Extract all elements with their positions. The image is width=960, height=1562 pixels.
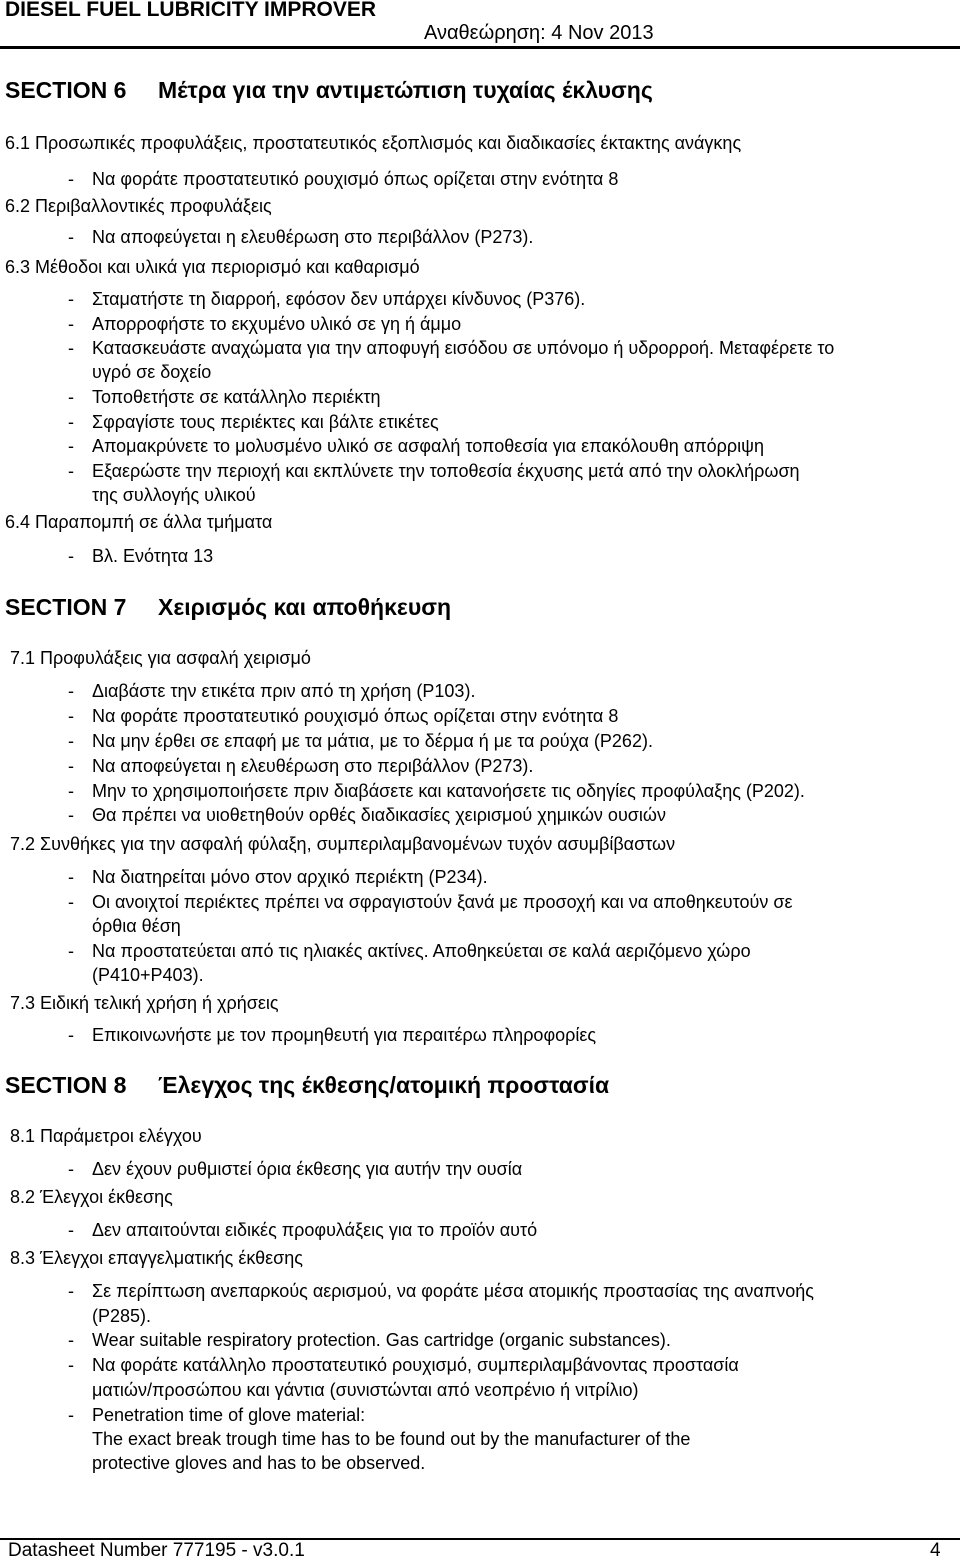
revision-date: Αναθεώρηση: 4 Nov 2013 <box>424 22 654 44</box>
page-number: 4 <box>930 1540 941 1561</box>
list-bullet: - <box>68 1330 74 1350</box>
list-bullet: - <box>68 338 74 358</box>
list-bullet: - <box>68 941 74 961</box>
section-8-number: SECTION 8 <box>5 1072 127 1098</box>
section-8-title: Έλεγχος της έκθεσης/ατομική προστασία <box>158 1072 610 1098</box>
subsection-6-3-heading: 6.3 Μέθοδοι και υλικά για περιορισμό και καθαρισμό <box>5 257 420 277</box>
list-item: Διαβάστε την ετικέτα πριν από τη χρήση (P103). <box>92 681 476 701</box>
subsection-8-3-heading: 8.3 Έλεγχοι επαγγελματικής έκθεσης <box>10 1248 303 1268</box>
list-bullet: - <box>68 169 74 189</box>
list-item: Θα πρέπει να υιοθετηθούν ορθές διαδικασίες χειρισμού χημικών ουσιών <box>92 805 666 825</box>
list-bullet: - <box>68 781 74 801</box>
list-bullet: - <box>68 436 74 456</box>
product-name: DIESEL FUEL LUBRICITY IMPROVER <box>5 0 377 21</box>
list-bullet: - <box>68 867 74 887</box>
list-bullet: - <box>68 227 74 247</box>
subsection-6-4-heading: 6.4 Παραπομπή σε άλλα τμήματα <box>5 512 273 532</box>
list-item: Να αποφεύγεται η ελευθέρωση στο περιβάλλον (P273). <box>92 756 534 776</box>
list-bullet: - <box>68 1281 74 1301</box>
list-item: Σε περίπτωση ανεπαρκούς αερισμού, να φοράτε μέσα ατομικής προστασίας της αναπνοής <box>92 1281 814 1301</box>
subsection-6-2-heading: 6.2 Περιβαλλοντικές προφυλάξεις <box>5 196 272 216</box>
list-bullet: - <box>68 756 74 776</box>
list-item: Βλ. Ενότητα 13 <box>92 546 214 566</box>
section-6-title: Μέτρα για την αντιμετώπιση τυχαίας έκλυσης <box>158 77 653 103</box>
list-bullet: - <box>68 805 74 825</box>
subsection-8-2-heading: 8.2 Έλεγχοι έκθεσης <box>10 1187 173 1207</box>
list-item: Να διατηρείται μόνο στον αρχικό περιέκτη (P234). <box>92 867 488 887</box>
list-item: Wear suitable respiratory protection. Gas cartridge (organic substances). <box>92 1330 671 1350</box>
list-item: Δεν απαιτούνται ειδικές προφυλάξεις για το προϊόν αυτό <box>92 1220 538 1240</box>
list-bullet: - <box>68 681 74 701</box>
list-bullet: - <box>68 1355 74 1375</box>
subsection-7-1-heading: 7.1 Προφυλάξεις για ασφαλή χειρισμό <box>10 648 311 668</box>
list-item-continuation: υγρό σε δοχείο <box>92 362 212 382</box>
list-bullet: - <box>68 461 74 481</box>
list-item: Απορροφήστε το εκχυμένο υλικό σε γη ή άμμο <box>92 314 462 334</box>
list-bullet: - <box>68 546 74 566</box>
datasheet-number: Datasheet Number 777195 - v3.0.1 <box>8 1540 305 1561</box>
list-bullet: - <box>68 706 74 726</box>
list-item: Να αποφεύγεται η ελευθέρωση στο περιβάλλον (P273). <box>92 227 534 247</box>
list-item-continuation: protective gloves and has to be observed. <box>92 1453 426 1473</box>
list-item: Σφραγίστε τους περιέκτες και βάλτε ετικέτες <box>92 412 439 432</box>
list-item-continuation: της συλλογής υλικού <box>92 485 256 505</box>
section-7-title: Χειρισμός και αποθήκευση <box>158 594 452 620</box>
list-item: Penetration time of glove material: <box>92 1405 366 1425</box>
list-item-continuation: (P285). <box>92 1306 152 1326</box>
list-bullet: - <box>68 1405 74 1425</box>
list-bullet: - <box>68 289 74 309</box>
list-item: Να φοράτε κατάλληλο προστατευτικό ρουχισμό, συμπεριλαμβάνοντας προστασία <box>92 1355 739 1375</box>
list-item-continuation: όρθια θέση <box>92 916 181 936</box>
list-bullet: - <box>68 412 74 432</box>
subsection-7-2-heading: 7.2 Συνθήκες για την ασφαλή φύλαξη, συμπεριλαμβανομένων τυχόν ασυμβίβαστων <box>10 834 676 854</box>
list-bullet: - <box>68 1025 74 1045</box>
list-item-continuation: (P410+P403). <box>92 965 204 985</box>
list-bullet: - <box>68 387 74 407</box>
list-item: Να μην έρθει σε επαφή με τα μάτια, με το δέρμα ή με τα ρούχα (P262). <box>92 731 653 751</box>
list-item: Δεν έχουν ρυθμιστεί όρια έκθεσης για αυτήν την ουσία <box>92 1159 523 1179</box>
section-6-number: SECTION 6 <box>5 77 127 103</box>
subsection-6-1-heading: 6.1 Προσωπικές προφυλάξεις, προστατευτικός εξοπλισμός και διαδικασίες έκτακτης ανάγκης <box>5 133 742 153</box>
list-item-continuation: ματιών/προσώπου και γάντια (συνιστώνται από νεοπρένιο ή νιτρίλιο) <box>92 1380 639 1400</box>
list-item: Να προστατεύεται από τις ηλιακές ακτίνες. Αποθηκεύεται σε καλά αεριζόμενο χώρο <box>92 941 751 961</box>
list-bullet: - <box>68 1220 74 1240</box>
list-item: Τοποθετήστε σε κατάλληλο περιέκτη <box>92 387 381 407</box>
list-item-continuation: The exact break trough time has to be found out by the manufacturer of the <box>92 1429 691 1449</box>
list-item: Εξαερώστε την περιοχή και εκπλύνετε την τοποθεσία έκχυσης μετά από την ολοκλήρωση <box>92 461 800 481</box>
list-item: Σταματήστε τη διαρροή, εφόσον δεν υπάρχει κίνδυνος (P376). <box>92 289 586 309</box>
list-item: Να φοράτε προστατευτικό ρουχισμό όπως ορίζεται στην ενότητα 8 <box>92 706 619 726</box>
list-bullet: - <box>68 892 74 912</box>
list-item: Να φοράτε προστατευτικό ρουχισμό όπως ορίζεται στην ενότητα 8 <box>92 169 619 189</box>
list-item: Απομακρύνετε το μολυσμένο υλικό σε ασφαλή τοποθεσία για επακόλουθη απόρριψη <box>92 436 764 456</box>
list-item: Επικοινωνήστε με τον προμηθευτή για περαιτέρω πληροφορίες <box>92 1025 597 1045</box>
list-bullet: - <box>68 731 74 751</box>
subsection-7-3-heading: 7.3 Ειδική τελική χρήση ή χρήσεις <box>10 993 279 1013</box>
subsection-8-1-heading: 8.1 Παράμετροι ελέγχου <box>10 1126 202 1146</box>
list-bullet: - <box>68 314 74 334</box>
section-7-number: SECTION 7 <box>5 594 127 620</box>
list-item: Κατασκευάστε αναχώματα για την αποφυγή εισόδου σε υπόνομο ή υδρορροή. Μεταφέρετε το <box>92 338 835 358</box>
list-bullet: - <box>68 1159 74 1179</box>
list-item: Μην το χρησιμοποιήσετε πριν διαβάσετε και κατανοήσετε τις οδηγίες προφύλαξης (P202). <box>92 781 805 801</box>
list-item: Οι ανοιχτοί περιέκτες πρέπει να σφραγιστούν ξανά με προσοχή και να αποθηκευτούν σε <box>92 892 793 912</box>
header-divider <box>0 46 960 49</box>
